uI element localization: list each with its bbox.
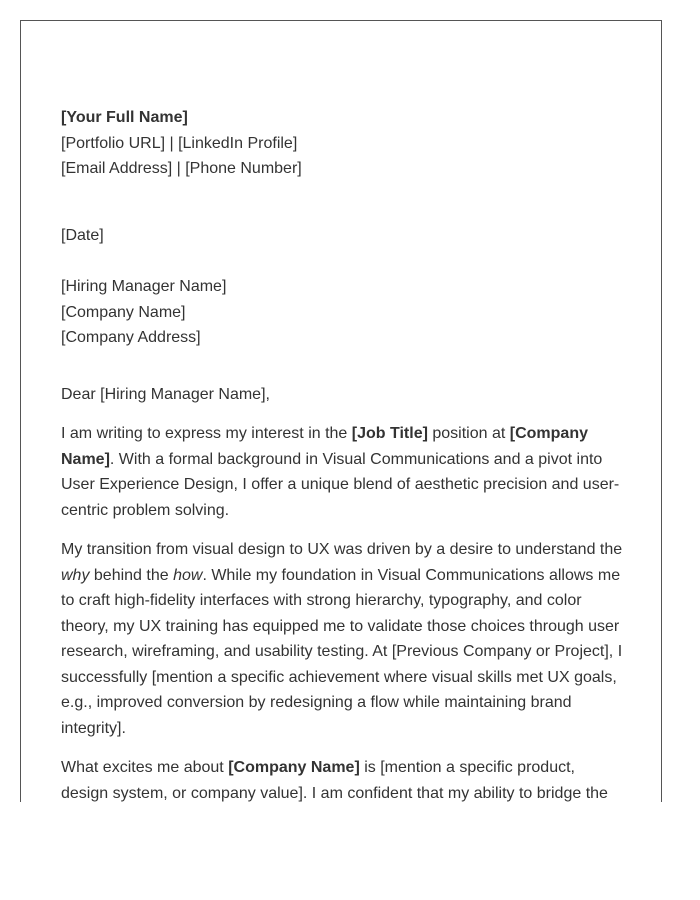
recipient-address: [Company Address] bbox=[61, 329, 201, 346]
paragraph-intro: I am writing to express my interest in the [Job Title] position at [Company Name]. With a formal background in Visual Communications and a pivot into User Experience Design, I offer a unique blend of aesthetic precision and user-centric problem solving. bbox=[61, 425, 620, 519]
letter-date: [Date] bbox=[61, 226, 104, 244]
recipient-company: [Company Name] bbox=[61, 303, 186, 321]
sender-contact-line: [Email Address] | [Phone Number] bbox=[61, 160, 302, 177]
paragraph-company-interest: What excites me about [Company Name] is [mention a specific product, design system, or company value]. I am confident that my ability to bridge the bbox=[61, 759, 608, 802]
salutation: Dear [Hiring Manager Name], bbox=[61, 385, 270, 403]
paragraph-transition: My transition from visual design to UX was driven by a desire to understand the why behind the how. While my foundation in Visual Communications allows me to craft high-fidelity interfaces with strong hierarchy, typography, and color theory, my UX training has equipped me to validate those choices through user research, wireframing, and usability testing. At [Previous Company or Project], I successfully [mention a specific achievement where visual skills met UX goals, e.g., improved conversion by redesigning a flow while maintaining brand integrity]. bbox=[61, 541, 623, 737]
sender-portfolio-line: [Portfolio URL] | [LinkedIn Profile] bbox=[61, 134, 298, 152]
letter-content bbox=[61, 105, 623, 802]
company-name-placeholder: [Company Name] bbox=[61, 425, 588, 468]
sender-name: [Your Full Name] bbox=[61, 109, 188, 126]
recipient-manager: [Hiring Manager Name] bbox=[61, 278, 227, 295]
company-name-placeholder: [Company Name] bbox=[228, 759, 360, 776]
job-title-placeholder: [Job Title] bbox=[351, 425, 428, 442]
document-page bbox=[20, 20, 662, 802]
